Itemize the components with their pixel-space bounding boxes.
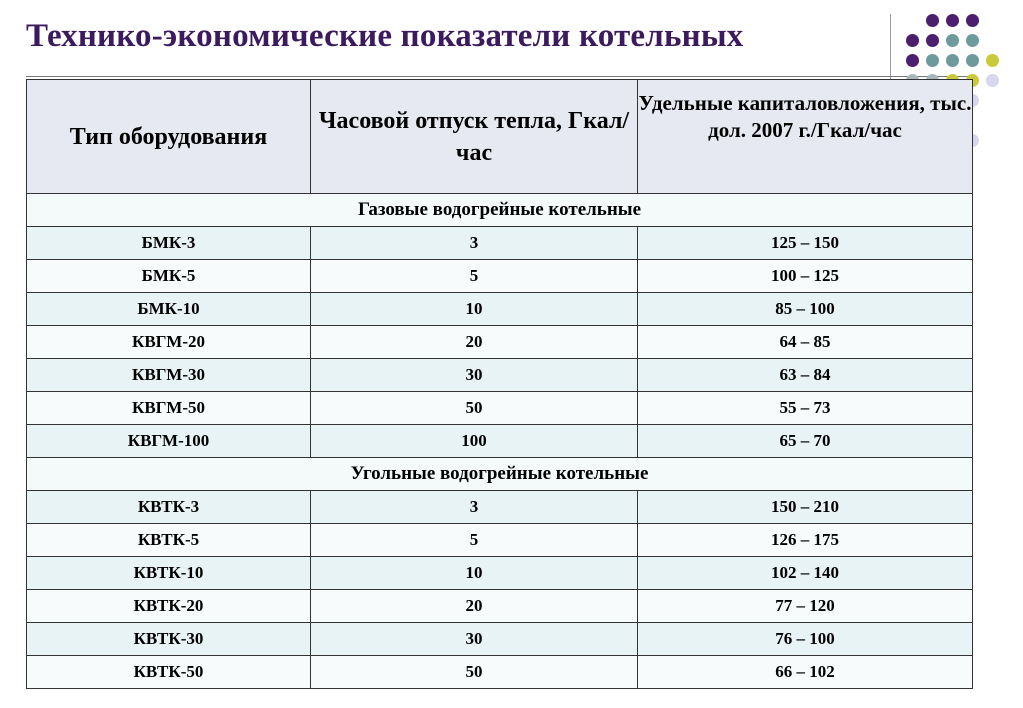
cell-equipment-type: КВГМ-20 xyxy=(27,326,311,359)
cell-specific-investment: 126 – 175 xyxy=(638,524,973,557)
decorative-dot xyxy=(926,54,939,67)
cell-equipment-type: КВТК-5 xyxy=(27,524,311,557)
table-row xyxy=(27,491,973,524)
cell-hourly-output: 10 xyxy=(311,557,638,590)
cell-specific-investment: 66 – 102 xyxy=(638,656,973,689)
table-row xyxy=(27,359,973,392)
cell-hourly-output: 20 xyxy=(311,326,638,359)
title-underline xyxy=(26,76,972,77)
decorative-dot xyxy=(926,14,939,27)
cell-equipment-type: БМК-5 xyxy=(27,260,311,293)
cell-specific-investment: 55 – 73 xyxy=(638,392,973,425)
cell-hourly-output: 3 xyxy=(311,227,638,260)
cell-hourly-output: 20 xyxy=(311,590,638,623)
decorative-dot xyxy=(966,14,979,27)
cell-specific-investment: 65 – 70 xyxy=(638,425,973,458)
cell-hourly-output: 5 xyxy=(311,260,638,293)
cell-equipment-type: КВТК-30 xyxy=(27,623,311,656)
cell-equipment-type: КВГМ-50 xyxy=(27,392,311,425)
cell-equipment-type: КВТК-10 xyxy=(27,557,311,590)
table-row xyxy=(27,623,973,656)
cell-equipment-type: КВТК-3 xyxy=(27,491,311,524)
cell-specific-investment: 76 – 100 xyxy=(638,623,973,656)
table-row xyxy=(27,293,973,326)
cell-equipment-type: КВТК-50 xyxy=(27,656,311,689)
table-body xyxy=(27,194,973,689)
cell-hourly-output: 100 xyxy=(311,425,638,458)
decorative-dot xyxy=(906,34,919,47)
cell-hourly-output: 10 xyxy=(311,293,638,326)
decorative-dot xyxy=(906,54,919,67)
section-header-row xyxy=(27,458,973,491)
cell-hourly-output: 5 xyxy=(311,524,638,557)
section-label: Угольные водогрейные котельные xyxy=(27,458,973,491)
cell-hourly-output: 30 xyxy=(311,623,638,656)
cell-hourly-output: 50 xyxy=(311,392,638,425)
table-row xyxy=(27,590,973,623)
table-row xyxy=(27,260,973,293)
cell-specific-investment: 63 – 84 xyxy=(638,359,973,392)
decorative-dot xyxy=(926,34,939,47)
table-row xyxy=(27,425,973,458)
cell-specific-investment: 77 – 120 xyxy=(638,590,973,623)
page-title: Технико-экономические показатели котельных xyxy=(26,18,744,54)
table-row xyxy=(27,392,973,425)
section-header-row xyxy=(27,194,973,227)
header-equipment-type: Тип оборудования xyxy=(27,80,311,194)
decorative-dot xyxy=(986,54,999,67)
cell-specific-investment: 85 – 100 xyxy=(638,293,973,326)
header-specific-investment: Удельные капиталовложения, тыс. дол. 2007 г./Гкал/час xyxy=(638,80,973,194)
decorative-dot xyxy=(946,54,959,67)
cell-specific-investment: 100 – 125 xyxy=(638,260,973,293)
table-header-row xyxy=(27,80,973,194)
cell-specific-investment: 64 – 85 xyxy=(638,326,973,359)
cell-equipment-type: БМК-3 xyxy=(27,227,311,260)
table-row xyxy=(27,227,973,260)
table-row xyxy=(27,326,973,359)
cell-equipment-type: БМК-10 xyxy=(27,293,311,326)
cell-equipment-type: КВТК-20 xyxy=(27,590,311,623)
cell-specific-investment: 102 – 140 xyxy=(638,557,973,590)
cell-equipment-type: КВГМ-30 xyxy=(27,359,311,392)
table-row xyxy=(27,557,973,590)
boiler-indicators-table xyxy=(26,79,973,689)
decorative-dot xyxy=(966,34,979,47)
decorative-dot xyxy=(946,34,959,47)
cell-specific-investment: 150 – 210 xyxy=(638,491,973,524)
table-row xyxy=(27,656,973,689)
cell-hourly-output: 30 xyxy=(311,359,638,392)
cell-equipment-type: КВГМ-100 xyxy=(27,425,311,458)
cell-hourly-output: 50 xyxy=(311,656,638,689)
decorative-dot xyxy=(986,74,999,87)
decorative-dot xyxy=(966,54,979,67)
cell-specific-investment: 125 – 150 xyxy=(638,227,973,260)
header-hourly-heat-output: Часовой отпуск тепла, Гкал/час xyxy=(311,80,638,194)
table-row xyxy=(27,524,973,557)
cell-hourly-output: 3 xyxy=(311,491,638,524)
decorative-dot xyxy=(946,14,959,27)
section-label: Газовые водогрейные котельные xyxy=(27,194,973,227)
